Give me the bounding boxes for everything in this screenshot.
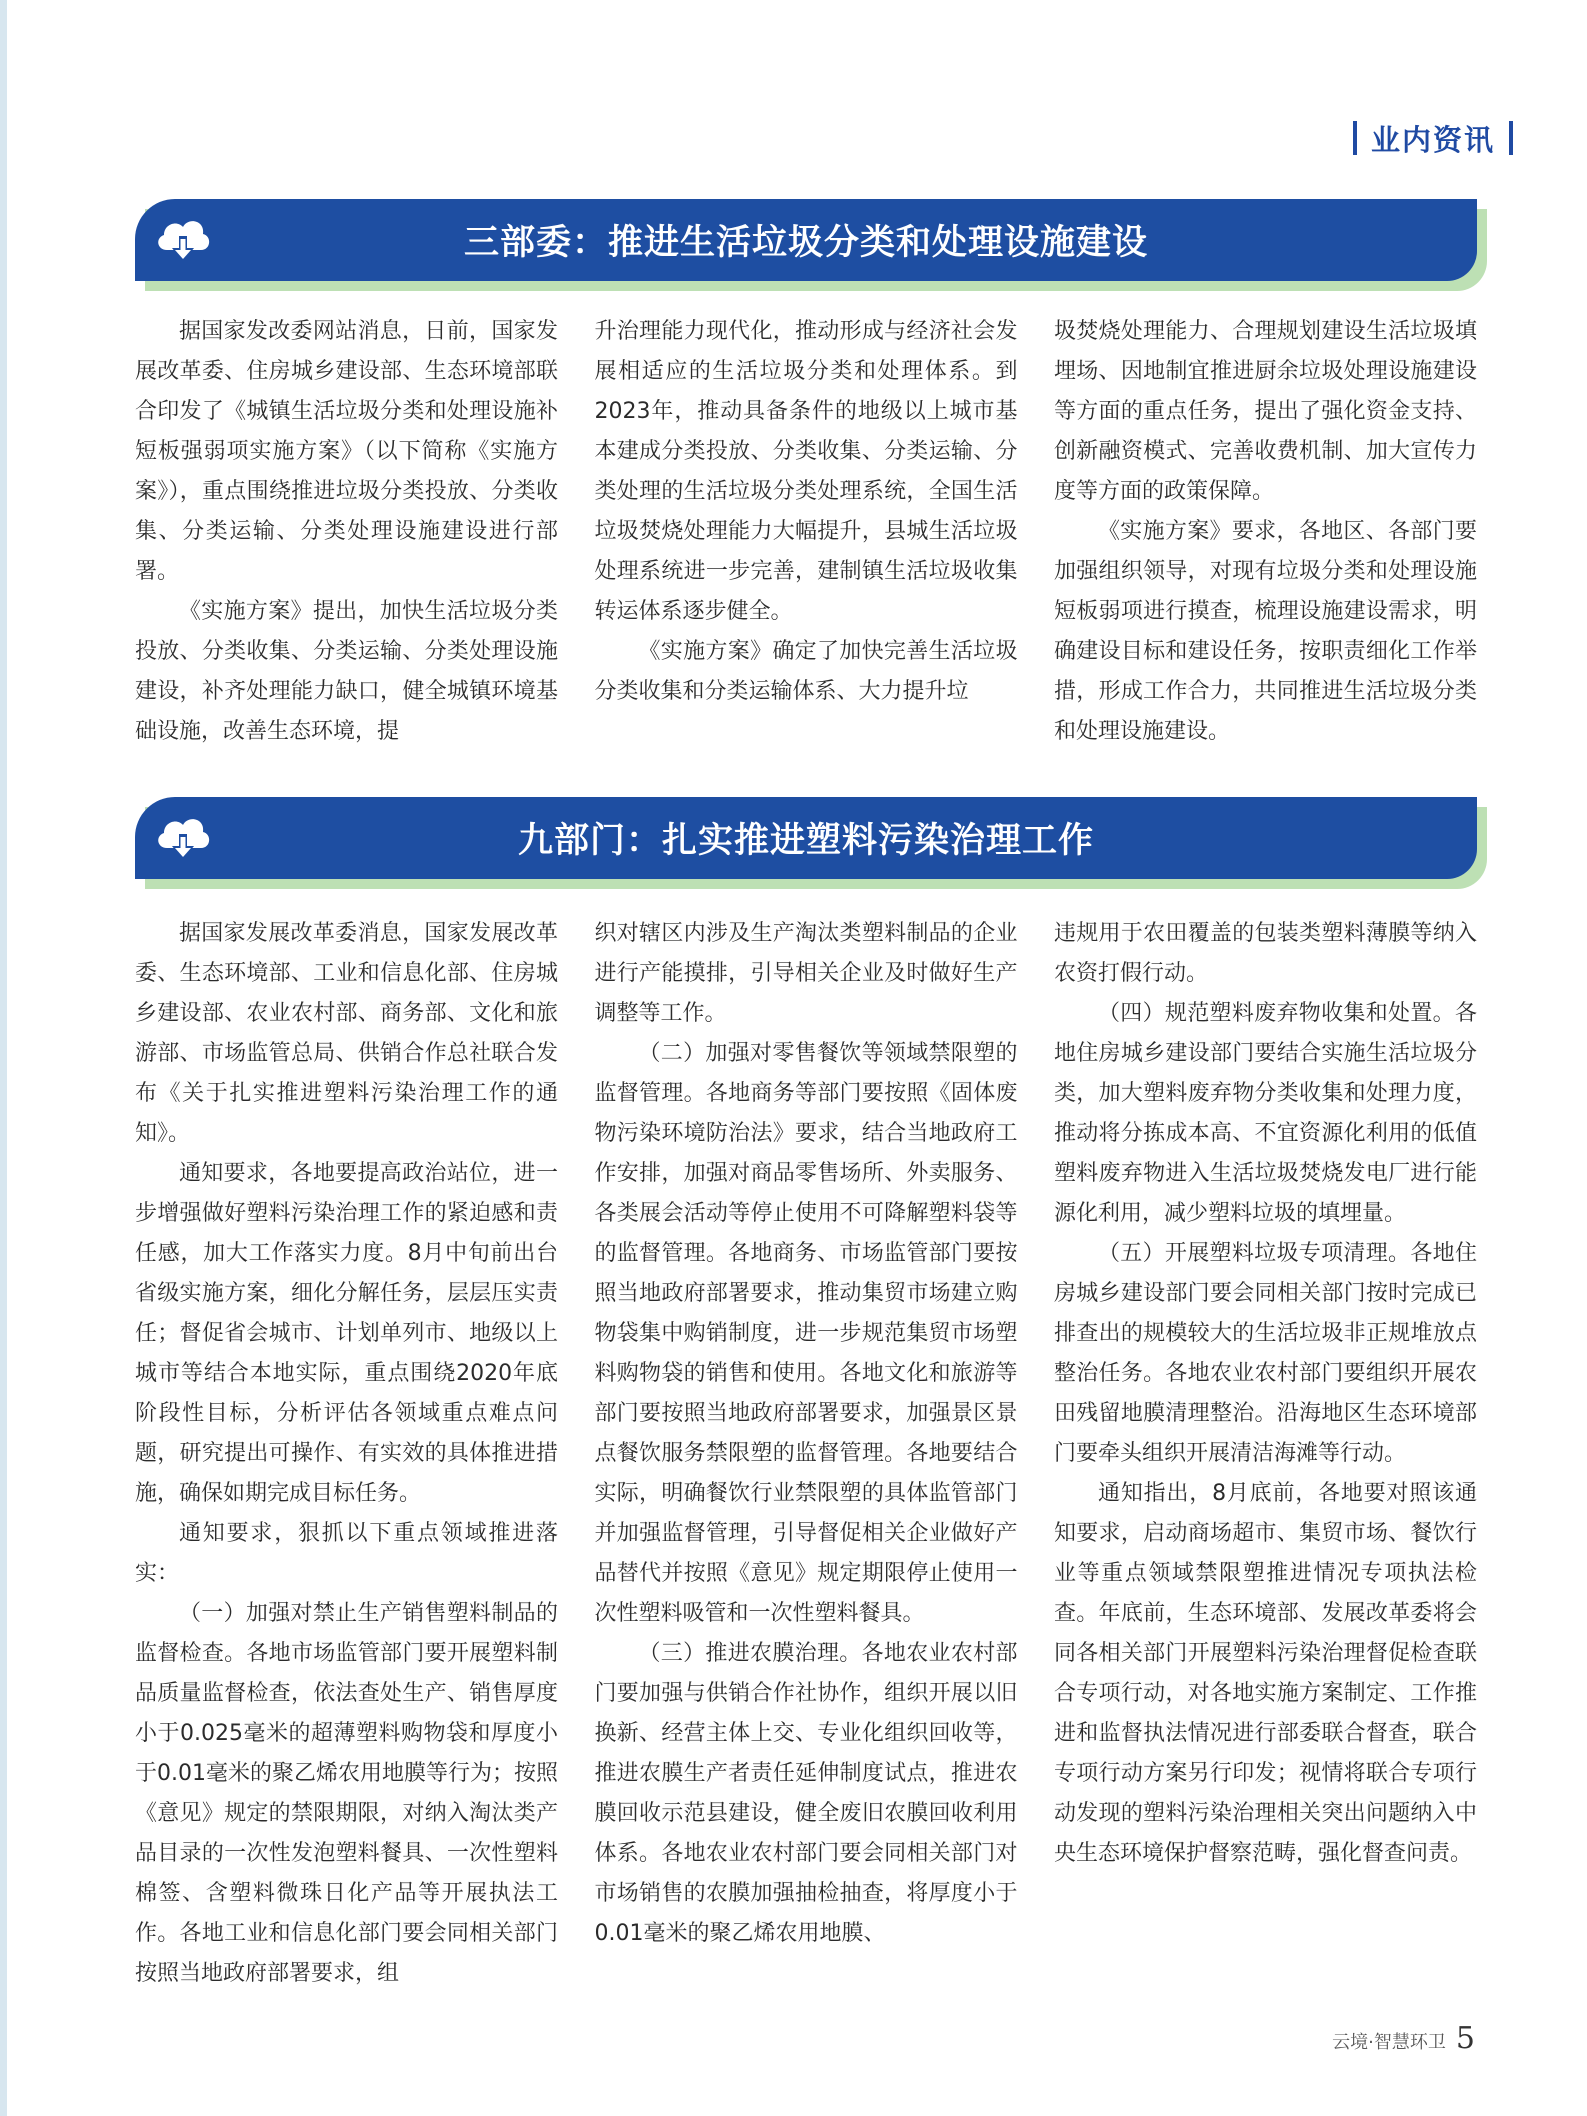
banner-bar [135, 199, 1477, 281]
article-1-column-1 [135, 312, 558, 752]
paragraph: 通知指出，8月底前，各地要对照该通知要求，启动商场超市、集贸市场、餐饮行业等重点领域禁限塑推进情况专项执法检查。年底前，生态环境部、发展改革委将会同各相关部门开展塑料污染治理督促检查联合专项行动，对各地实施方案制定、工作推进和监督执法情况进行部委联合督查，联合专项行动方案另行印发；视情将联合专项行动发现的塑料污染治理相关突出问题纳入中央生态环境保护督察范畴，强化督查问责。 [1054, 1481, 1477, 1866]
article-1-banner [135, 199, 1477, 281]
article-2-banner [135, 797, 1477, 879]
paragraph: （一）加强对禁止生产销售塑料制品的监督检查。各地市场监管部门要开展塑料制品质量监督检查，依法查处生产、销售厚度小于0.025毫米的超薄塑料购物袋和厚度小于0.01毫米的聚乙烯农用地膜等行为；按照《意见》规定的禁限期限，对纳入淘汰类产品目录的一次性发泡塑料餐具、一次性塑料棉签、含塑料微珠日化产品等开展执法工作。各地工业和信息化部门要会同相关部门按照当地政府部署要求，组 [135, 1601, 558, 1986]
paragraph: 升治理能力现代化，推动形成与经济社会发展相适应的生活垃圾分类和处理体系。到2023年，推动具备条件的地级以上城市基本建成分类投放、分类收集、分类运输、分类处理的生活垃圾分类处理系统，全国生活垃圾焚烧处理能力大幅提升，县城生活垃圾处理系统进一步完善，建制镇生活垃圾收集转运体系逐步健全。 [594, 319, 1018, 624]
banner-bar [135, 797, 1477, 879]
section-tag [1353, 118, 1513, 158]
paragraph: （五）开展塑料垃圾专项清理。各地住房城乡建设部门要会同相关部门按时完成已排查出的规模较大的生活垃圾非正规堆放点整治任务。各地农业农村部门要组织开展农田残留地膜清理整治。沿海地区生态环境部门要牵头组织开展清洁海滩等行动。 [1054, 1241, 1477, 1466]
paragraph: 圾焚烧处理能力、合理规划建设生活垃圾填埋场、因地制宜推进厨余垃圾处理设施建设等方面的重点任务，提出了强化资金支持、创新融资模式、完善收费机制、加大宣传力度等方面的政策保障。 [1054, 319, 1477, 504]
paragraph: 违规用于农田覆盖的包装类塑料薄膜等纳入农资打假行动。 [1054, 921, 1477, 986]
paragraph: 通知要求，各地要提高政治站位，进一步增强做好塑料污染治理工作的紧迫感和责任感，加大工作落实力度。8月中旬前出台省级实施方案，细化分解任务，层层压实责任；督促省会城市、计划单列市、地级以上城市等结合本地实际，重点围绕2020年底阶段性目标，分析评估各领域重点难点问题，研究提出可操作、有实效的具体推进措施，确保如期完成目标任务。 [135, 1161, 558, 1506]
article-1-column-2 [595, 312, 1018, 752]
page-number: 5 [1455, 2021, 1475, 2056]
article-2-title: 九部门：扎实推进塑料污染治理工作 [517, 821, 1094, 861]
paragraph: 织对辖区内涉及生产淘汰类塑料制品的企业进行产能摸排，引导相关企业及时做好生产调整等工作。 [594, 921, 1018, 1026]
article-1-title: 三部委：推进生活垃圾分类和处理设施建设 [463, 223, 1148, 263]
tag-bar-right [1509, 121, 1513, 155]
tag-bar-left [1353, 121, 1357, 155]
paragraph: 《实施方案》要求，各地区、各部门要加强组织领导，对现有垃圾分类和处理设施短板弱项进行摸查，梳理设施建设需求，明确建设目标和建设任务，按职责细化工作举措，形成工作合力，共同推进生活垃圾分类和处理设施建设。 [1054, 519, 1477, 744]
cloud-download-icon [153, 810, 213, 866]
article-2-column-3 [1054, 914, 1477, 1992]
paragraph: 据国家发改委网站消息，日前，国家发展改革委、住房城乡建设部、生态环境部联合印发了《城镇生活垃圾分类和处理设施补短板强弱项实施方案》（以下简称《实施方案》），重点围绕推进垃圾分类投放、分类收集、分类运输、分类处理设施建设进行部署。 [135, 319, 558, 584]
article-1-body [135, 312, 1477, 752]
page-footer [1332, 2021, 1475, 2056]
footer-label: 云境·智慧环卫 [1332, 2032, 1446, 2053]
paragraph: （四）规范塑料废弃物收集和处置。各地住房城乡建设部门要结合实施生活垃圾分类，加大塑料废弃物分类收集和处理力度，推动将分拣成本高、不宜资源化利用的低值塑料废弃物进入生活垃圾焚烧发电厂进行能源化利用，减少塑料垃圾的填埋量。 [1054, 1001, 1477, 1226]
article-2-column-2 [595, 914, 1018, 1992]
paragraph: （三）推进农膜治理。各地农业农村部门要加强与供销合作社协作，组织开展以旧换新、经营主体上交、专业化组织回收等，推进农膜生产者责任延伸制度试点，推进农膜回收示范县建设，健全废旧农膜回收利用体系。各地农业农村部门要会同相关部门对市场销售的农膜加强抽检抽查，将厚度小于0.01毫米的聚乙烯农用地膜、 [594, 1641, 1018, 1946]
paragraph: 《实施方案》确定了加快完善生活垃圾分类收集和分类运输体系、大力提升垃 [594, 639, 1018, 704]
cloud-download-icon [153, 212, 213, 268]
paragraph: 据国家发展改革委消息，国家发展改革委、生态环境部、工业和信息化部、住房城乡建设部、农业农村部、商务部、文化和旅游部、市场监管总局、供销合作总社联合发布《关于扎实推进塑料污染治理工作的通知》。 [135, 921, 558, 1146]
article-1-column-3 [1054, 312, 1477, 752]
article-2-body [135, 914, 1477, 1992]
paragraph: 通知要求，狠抓以下重点领域推进落实： [135, 1521, 558, 1586]
paragraph: 《实施方案》提出，加快生活垃圾分类投放、分类收集、分类运输、分类处理设施建设，补齐处理能力缺口，健全城镇环境基础设施，改善生态环境，提 [135, 599, 558, 744]
article-2-column-1 [135, 914, 558, 1992]
paragraph: （二）加强对零售餐饮等领域禁限塑的监督管理。各地商务等部门要按照《固体废物污染环境防治法》要求，结合当地政府工作安排，加强对商品零售场所、外卖服务、各类展会活动等停止使用不可降解塑料袋等的监督管理。各地商务、市场监管部门要按照当地政府部署要求，推动集贸市场建立购物袋集中购销制度，进一步规范集贸市场塑料购物袋的销售和使用。各地文化和旅游等部门要按照当地政府部署要求，加强景区景点餐饮服务禁限塑的监督管理。各地要结合实际，明确餐饮行业禁限塑的具体监管部门并加强监督管理，引导督促相关企业做好产品替代并按照《意见》规定期限停止使用一次性塑料吸管和一次性塑料餐具。 [594, 1041, 1018, 1626]
section-tag-label: 业内资讯 [1370, 122, 1495, 157]
left-edge-rule [0, 0, 7, 2116]
